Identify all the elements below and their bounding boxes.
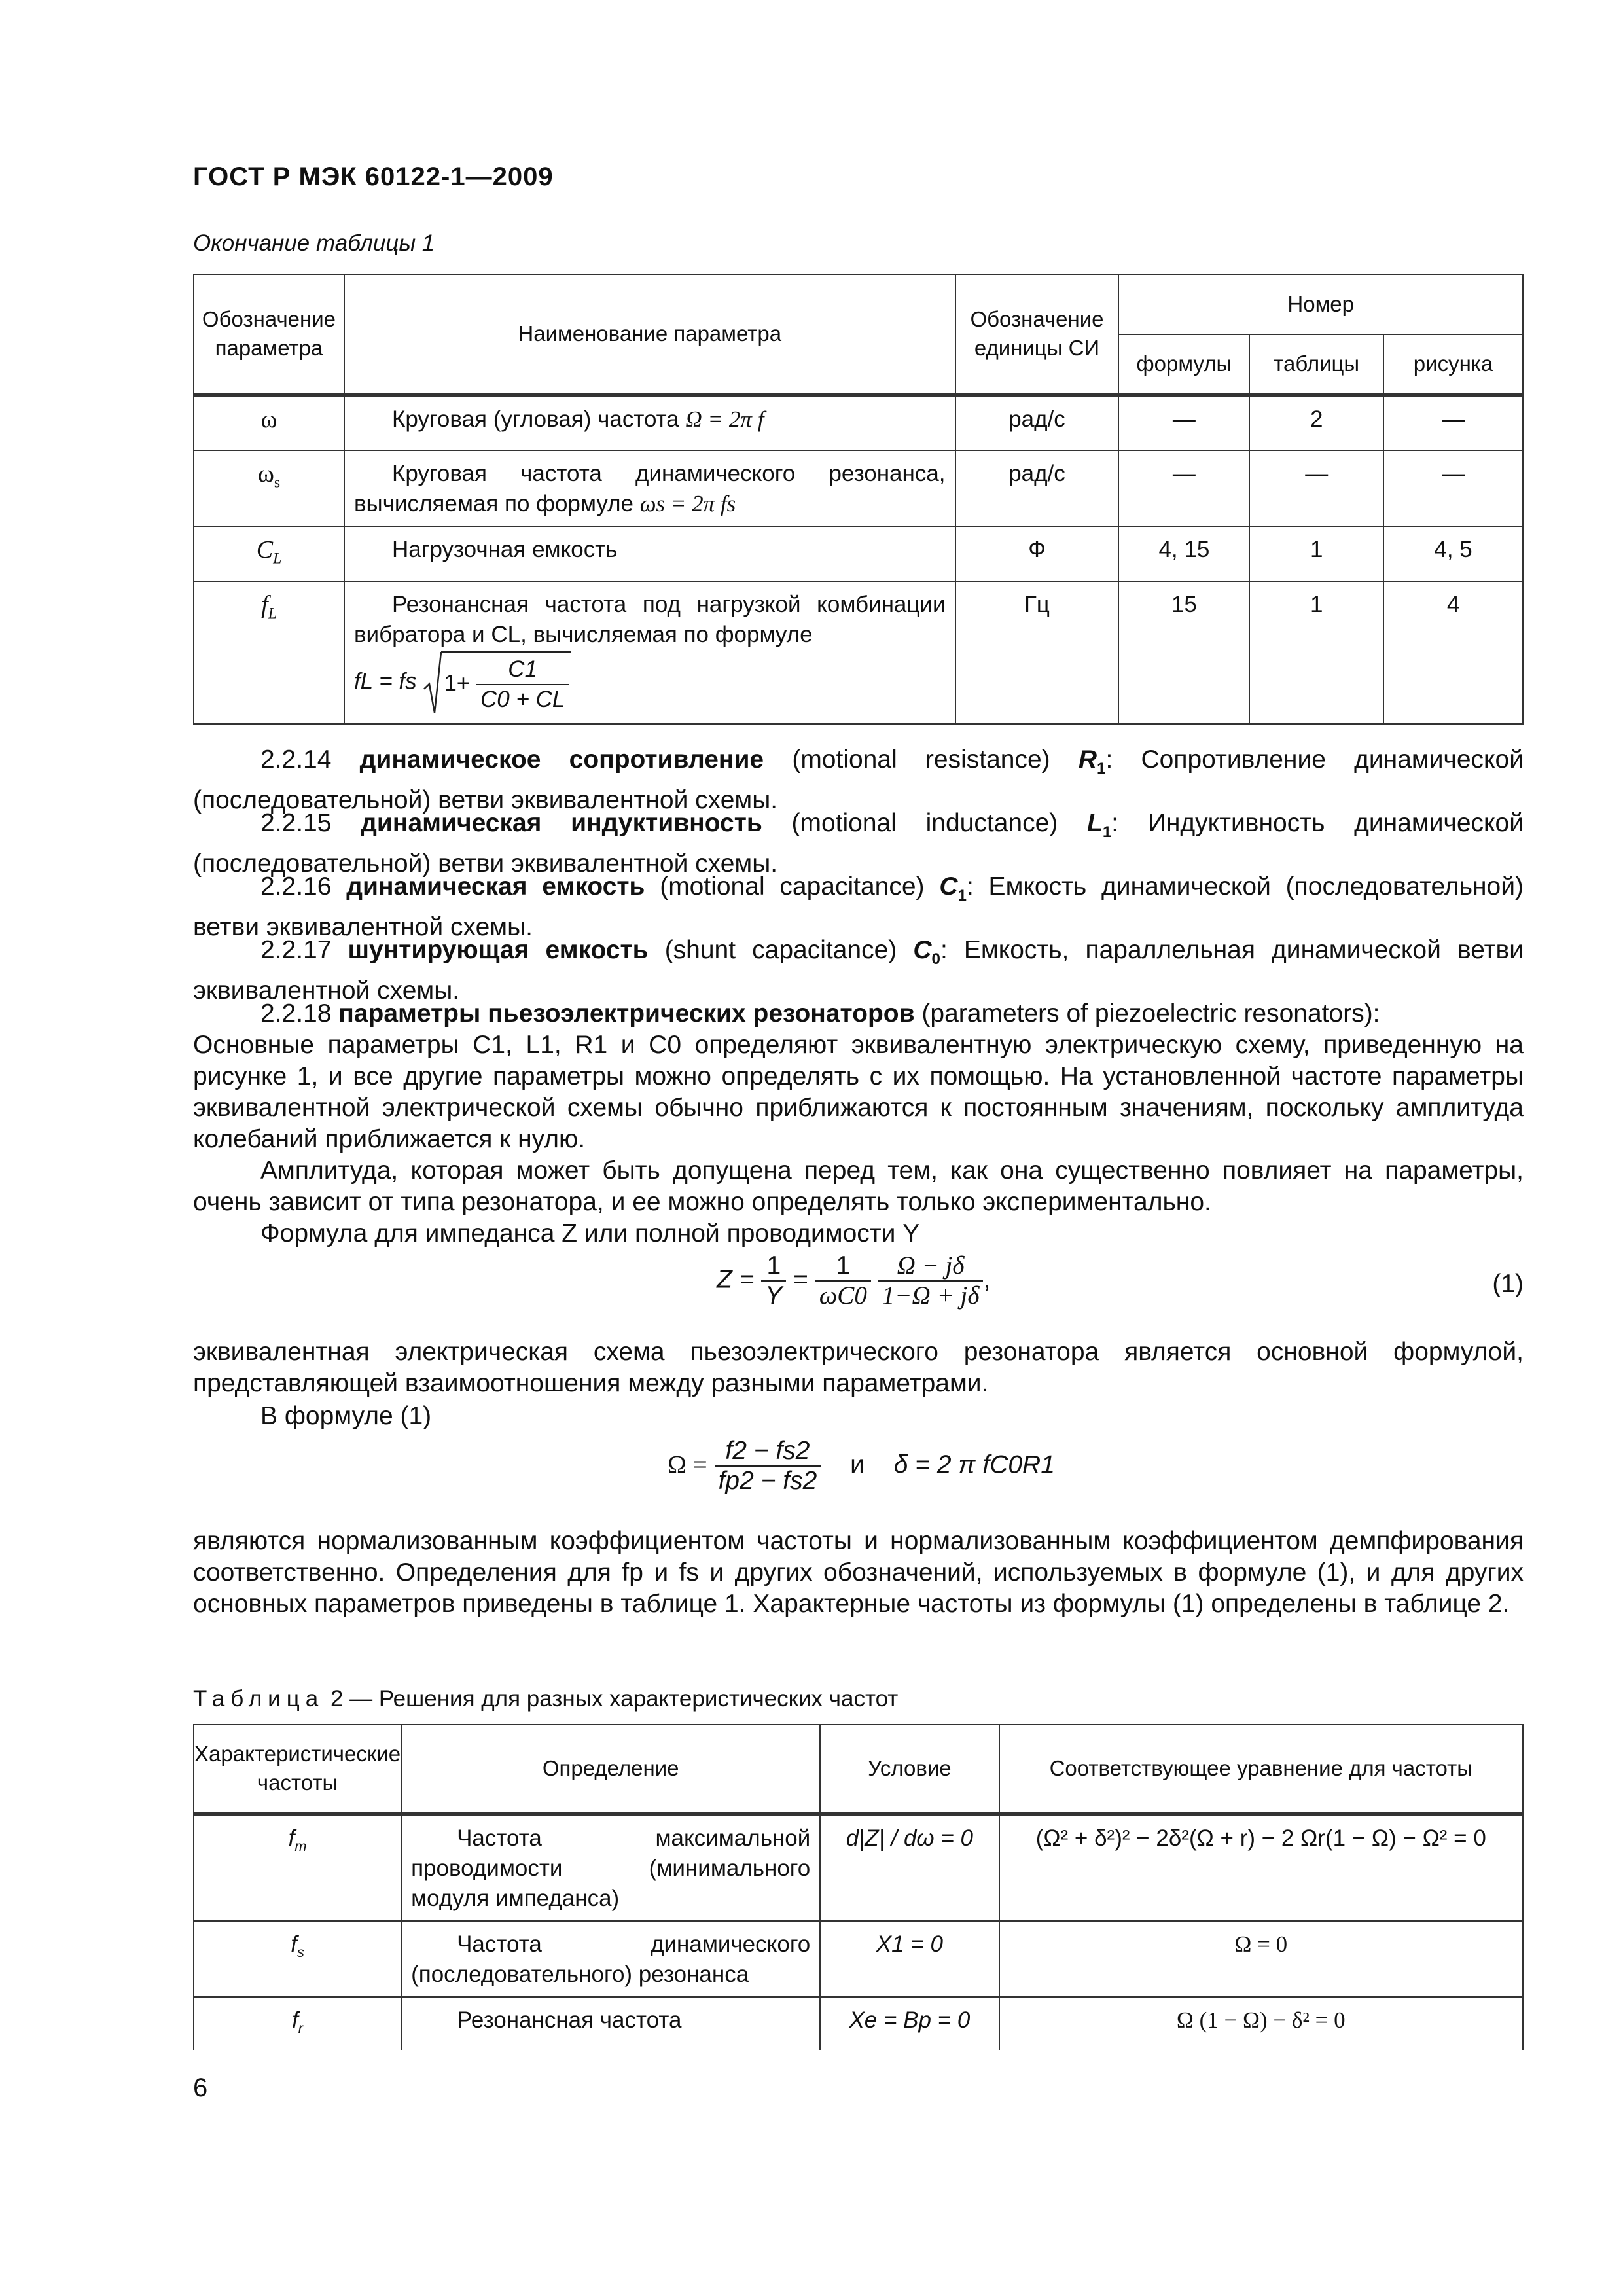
term-2-2-16 bbox=[193, 871, 1524, 943]
table-row bbox=[194, 450, 1523, 526]
symbol: C bbox=[256, 536, 274, 564]
eq2-den: fp2 − fs2 bbox=[718, 1467, 817, 1495]
table-no: 2 bbox=[1249, 395, 1383, 450]
eq1-frac3-num: Ω − jδ bbox=[878, 1251, 984, 1282]
freq-symbol: f bbox=[288, 1825, 295, 1851]
table2 bbox=[193, 1724, 1524, 2050]
term-symbol-sub: 1 bbox=[1097, 759, 1106, 778]
param-formula: ωs = 2π fs bbox=[639, 491, 736, 517]
condition: d|Z| / dω = 0 bbox=[820, 1814, 999, 1921]
figure-no: 4, 5 bbox=[1383, 526, 1523, 581]
term-symbol: L bbox=[1086, 809, 1103, 837]
header-symbol: Обозначение параметра bbox=[194, 274, 344, 395]
symbol: ω bbox=[260, 405, 277, 433]
formula-fL-lhs: fL = fs bbox=[353, 668, 417, 694]
table2-caption bbox=[193, 1686, 898, 1712]
condition: Xe = Bp = 0 bbox=[820, 1997, 999, 2050]
freq-symbol-sub: m bbox=[294, 1837, 307, 1854]
definition: Частота максимальной проводимости (минимального модуля импеданса) bbox=[401, 1814, 820, 1921]
term-definition: : Индуктивность динамической (последовательной) ветви эквивалентной схемы. bbox=[193, 809, 1524, 878]
term-english: (shunt capacitance) bbox=[664, 936, 897, 964]
table-no: — bbox=[1249, 450, 1383, 526]
header-definition: Определение bbox=[401, 1725, 820, 1814]
formula-no: 4, 15 bbox=[1118, 526, 1249, 581]
eq1-frac2-num: 1 bbox=[815, 1251, 871, 1282]
term-english: (motional resistance) bbox=[792, 745, 1050, 774]
term-2-2-18-text: Основные параметры C1, L1, R1 и C0 определяют эквивалентную электрическую схему, приведенную на рисунке 1, и все другие параметры можно определять с их помощью. На установленной частоте параметры эквивалентной электрической схемы обычно приближаются к постоянным значениям, поскольку амплитуда колебаний приближается к нулю. bbox=[193, 1031, 1524, 1153]
para-amplitude: Амплитуда, которая может быть допущена перед тем, как она существенно повлияет на параметры, очень зависит от типа резонатора, и ее можно определять только экспериментально. bbox=[193, 1157, 1524, 1216]
term-title: параметры пьезоэлектрических резонаторов bbox=[338, 999, 915, 1028]
unit: рад/с bbox=[955, 450, 1119, 526]
table-row bbox=[194, 1921, 1523, 1997]
header-figure: рисунка bbox=[1383, 334, 1523, 395]
symbol-sub: L bbox=[268, 605, 277, 622]
definition: Резонансная частота bbox=[401, 1997, 820, 2050]
symbol-sub: s bbox=[274, 474, 281, 492]
header-table: таблицы bbox=[1249, 334, 1383, 395]
table-row bbox=[194, 526, 1523, 581]
para-normalized: являются нормализованным коэффициентом частоты и нормализованным коэффициентом демпфирования соответственно. Определения для fp и fs и других обозначений, используемых в формуле (1), и для других основных параметров приведены в таблице 1. Характерные частоты из формулы (1) определены в таблице 2. bbox=[193, 1527, 1524, 1618]
eq1-tail: , bbox=[983, 1265, 991, 1294]
term-definition: : Емкость, параллельная динамической ветви эквивалентной схемы. bbox=[193, 936, 1524, 1005]
figure-no: — bbox=[1383, 395, 1523, 450]
header-condition: Условие bbox=[820, 1725, 999, 1814]
header-equation: Соответствующее уравнение для частоты bbox=[999, 1725, 1523, 1814]
freq-symbol: f bbox=[292, 2007, 298, 2033]
sqrt-sign bbox=[423, 651, 571, 714]
table1-caption: Окончание таблицы 1 bbox=[193, 230, 435, 256]
para-formula-intro: Формула для импеданса Z или полной проводимости Y bbox=[260, 1219, 920, 1247]
eq1-frac2-den: ωC0 bbox=[819, 1282, 867, 1310]
table1 bbox=[193, 274, 1524, 725]
param-formula: Ω = 2π f bbox=[685, 406, 764, 432]
term-title: динамическая емкость bbox=[346, 872, 645, 901]
freq-symbol-sub: s bbox=[296, 1943, 304, 1960]
eq2-num: f2 − fs2 bbox=[715, 1437, 821, 1467]
term-title: шунтирующая емкость bbox=[348, 936, 649, 964]
formula-fL bbox=[354, 651, 946, 714]
eq1-equals: = bbox=[793, 1265, 808, 1294]
term-symbol: C bbox=[913, 936, 932, 964]
symbol: f bbox=[261, 590, 268, 619]
param-name: Круговая частота динамического резонанса, вычисляемая по формуле bbox=[353, 461, 946, 517]
term-english: (parameters of piezoelectric resonators): bbox=[921, 999, 1380, 1028]
eq1-frac3-den: 1−Ω + jδ bbox=[882, 1282, 980, 1310]
equation-omega-delta bbox=[668, 1437, 1055, 1496]
term-number: 2.2.17 bbox=[260, 936, 332, 964]
param-name: Резонансная частота под нагрузкой комбинации вибратора и CL, вычисляемая по формуле bbox=[353, 591, 946, 647]
formula-no: — bbox=[1118, 395, 1249, 450]
eq2-lhs: Ω = bbox=[668, 1450, 707, 1479]
equation-1-number: (1) bbox=[1492, 1270, 1524, 1298]
header-formula: формулы bbox=[1118, 334, 1249, 395]
term-number: 2.2.16 bbox=[260, 872, 332, 901]
header-name: Наименование параметра bbox=[344, 274, 955, 395]
freq-symbol-sub: r bbox=[298, 2019, 304, 2036]
table-row bbox=[194, 581, 1523, 724]
eq2-rhs: δ = 2 π fC0R1 bbox=[893, 1450, 1055, 1479]
header-number: Номер bbox=[1118, 274, 1523, 334]
eq2-and: и bbox=[850, 1450, 865, 1479]
formula-fL-den: C0 + CL bbox=[480, 686, 565, 712]
term-2-2-18 bbox=[193, 998, 1524, 1030]
eq1-frac1-num: 1 bbox=[761, 1251, 786, 1282]
formula-fL-num: C1 bbox=[476, 655, 569, 685]
table-no: 1 bbox=[1249, 526, 1383, 581]
figure-no: — bbox=[1383, 450, 1523, 526]
condition: X1 = 0 bbox=[820, 1921, 999, 1997]
term-number: 2.2.15 bbox=[260, 809, 332, 837]
page-number: 6 bbox=[193, 2073, 208, 2102]
unit: рад/с bbox=[955, 395, 1119, 450]
equation: Ω = 0 bbox=[999, 1921, 1523, 1997]
freq-symbol: f bbox=[291, 1931, 297, 1957]
term-symbol-sub: 0 bbox=[931, 950, 940, 968]
symbol-sub: L bbox=[273, 550, 282, 567]
term-symbol: R bbox=[1078, 745, 1097, 774]
formula-no: — bbox=[1118, 450, 1249, 526]
term-title: динамическое сопротивление bbox=[359, 745, 764, 774]
definition: Частота динамического (последовательного) резонанса bbox=[401, 1921, 820, 1997]
term-english: (motional inductance) bbox=[791, 809, 1058, 837]
table-row bbox=[194, 1814, 1523, 1921]
term-title: динамическая индуктивность bbox=[361, 809, 762, 837]
term-symbol-sub: 1 bbox=[957, 886, 967, 905]
term-english: (motional capacitance) bbox=[660, 872, 925, 901]
term-symbol: C bbox=[939, 872, 958, 901]
formula-no: 15 bbox=[1118, 581, 1249, 724]
unit: Гц bbox=[955, 581, 1119, 724]
table-no: 1 bbox=[1249, 581, 1383, 724]
header-freq: Характеристические частоты bbox=[194, 1725, 401, 1814]
unit: Ф bbox=[955, 526, 1119, 581]
standard-id: ГОСТ Р МЭК 60122-1—2009 bbox=[193, 162, 554, 191]
table2-caption-text: 2 — Решения для разных характеристических частот bbox=[324, 1686, 899, 1712]
term-2-2-15 bbox=[193, 808, 1524, 880]
equation: (Ω² + δ²)² − 2δ²(Ω + r) − 2 Ωr(1 − Ω) − Ω² = 0 bbox=[999, 1814, 1523, 1921]
equation: Ω (1 − Ω) − δ² = 0 bbox=[999, 1997, 1523, 2050]
term-definition: : Сопротивление динамической (последовательной) ветви эквивалентной схемы. bbox=[193, 745, 1524, 814]
formula-fL-one: 1+ bbox=[444, 670, 471, 696]
term-number: 2.2.14 bbox=[260, 745, 332, 774]
para-eq-desc: эквивалентная электрическая схема пьезоэлектрического резонатора является основной формулой, представляющей взаимоотношения между разными параметрами. bbox=[193, 1338, 1524, 1397]
equation-1 bbox=[717, 1251, 990, 1310]
eq1-frac1-den: Y bbox=[765, 1282, 783, 1310]
term-2-2-14 bbox=[193, 744, 1524, 816]
header-unit: Обозначение единицы СИ bbox=[955, 274, 1119, 395]
table-row bbox=[194, 1997, 1523, 2050]
term-2-2-17 bbox=[193, 935, 1524, 1007]
figure-no: 4 bbox=[1383, 581, 1523, 724]
term-symbol-sub: 1 bbox=[1102, 823, 1112, 841]
para-in-formula: В формуле (1) bbox=[260, 1402, 432, 1430]
param-name: Нагрузочная емкость bbox=[391, 537, 618, 563]
symbol: ω bbox=[257, 460, 274, 488]
table-row bbox=[194, 395, 1523, 450]
eq1-lhs: Z = bbox=[717, 1265, 755, 1294]
param-name: Круговая (угловая) частота bbox=[391, 406, 686, 432]
term-definition: : Емкость динамической (последовательной) ветви эквивалентной схемы. bbox=[193, 872, 1524, 941]
term-number: 2.2.18 bbox=[260, 999, 332, 1028]
table2-caption-word: Таблица bbox=[193, 1686, 325, 1712]
